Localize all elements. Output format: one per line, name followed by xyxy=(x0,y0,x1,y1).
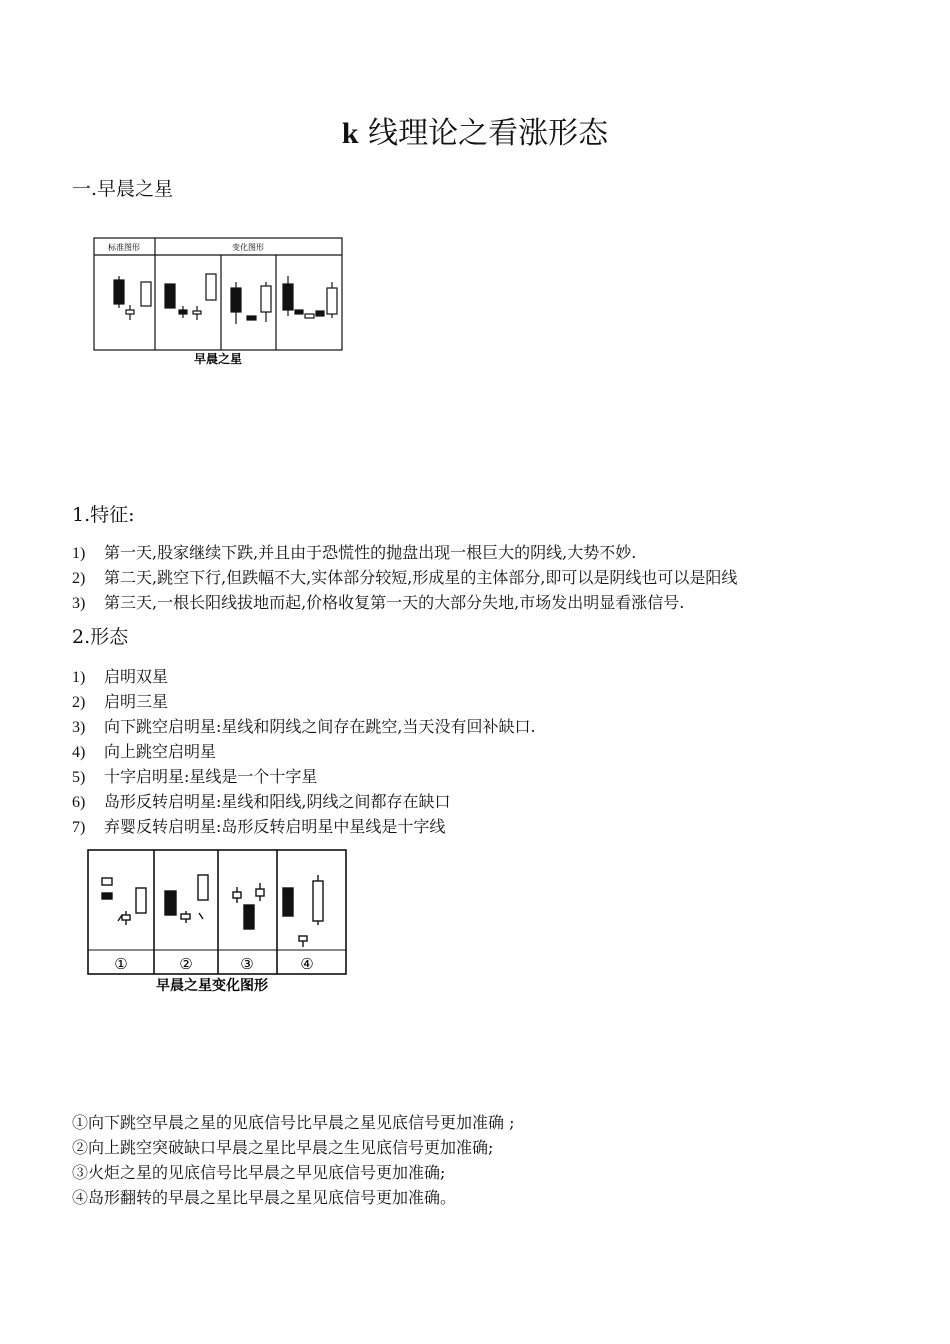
star-candle xyxy=(256,889,264,896)
feature-item-num: 3) xyxy=(72,595,86,612)
title-text: 线理论之看涨形态 xyxy=(368,116,609,151)
form-item-text: 向下跳空启明星:星线和阴线之间存在跳空,当天没有回补缺口. xyxy=(104,717,536,736)
figure2-label: ① xyxy=(114,955,128,973)
title-prefix: k xyxy=(341,117,359,150)
star-candle xyxy=(316,311,324,316)
star-candle xyxy=(233,892,241,898)
form-item xyxy=(72,714,536,737)
feature-item xyxy=(72,590,684,613)
form-item xyxy=(72,789,450,812)
star-candle xyxy=(299,936,307,941)
form-item-text: 岛形反转启明星:星线和阳线,阴线之间都存在缺口 xyxy=(104,792,451,811)
form-item-text: 向上跳空启明星 xyxy=(104,742,217,761)
note-line: ②向上跳空突破缺口早晨之星比早晨之生见底信号更加准确; xyxy=(72,1138,494,1157)
star-candle xyxy=(126,310,134,314)
bearish-candle xyxy=(114,280,124,304)
bullish-candle xyxy=(206,274,216,300)
star-candle xyxy=(247,316,256,320)
forms-heading: 2.形态 xyxy=(72,626,129,648)
feature-item-num: 2) xyxy=(72,570,86,587)
form-item-text: 启明双星 xyxy=(104,667,169,686)
candle-group-panel-2 xyxy=(165,875,208,923)
star-candle xyxy=(193,311,201,314)
star-candle xyxy=(181,914,190,919)
feature-item-text: 第三天,一根长阳线拔地而起,价格收复第一天的大部分失地,市场发出明显看涨信号. xyxy=(104,593,685,612)
bullish-candle xyxy=(141,282,151,306)
section-heading-morning-star: 一.早晨之星 xyxy=(72,178,174,200)
figure-morning-star-variants xyxy=(84,845,354,995)
star-candle xyxy=(179,310,187,314)
bullish-candle xyxy=(136,888,146,913)
form-item xyxy=(72,664,168,687)
candle-group-panel-3 xyxy=(233,883,264,929)
form-item-num: 3) xyxy=(72,719,86,736)
candle-group-variant-3 xyxy=(283,276,337,318)
figure1-header-variants: 变化图形 xyxy=(232,243,264,252)
bullish-candle xyxy=(313,881,323,921)
bearish-candle xyxy=(165,891,176,915)
star-candle xyxy=(305,314,314,318)
figure2-label: ④ xyxy=(300,955,314,973)
gap-arrow xyxy=(199,913,203,919)
candle-group-standard xyxy=(114,276,151,320)
figure1-header-standard: 标准图形 xyxy=(108,243,140,252)
bullish-candle xyxy=(261,286,271,312)
bullish-candle xyxy=(327,288,337,314)
form-item-num: 4) xyxy=(72,744,86,761)
note-line: ③火炬之星的见底信号比早晨之早见底信号更加准确; xyxy=(72,1163,446,1182)
figure2-caption: 早晨之星变化图形 xyxy=(156,978,268,994)
figure1-caption: 早晨之星 xyxy=(193,352,243,366)
bearish-candle xyxy=(165,284,175,308)
form-item-num: 1) xyxy=(72,669,86,686)
form-item-num: 7) xyxy=(72,819,86,836)
feature-item-num: 1) xyxy=(72,545,86,562)
form-item xyxy=(72,764,317,787)
bearish-candle xyxy=(102,893,112,899)
form-item-num: 2) xyxy=(72,694,86,711)
bearish-candle xyxy=(102,878,112,885)
feature-item-text: 第一天,股家继续下跌,并且由于恐慌性的抛盘出现一根巨大的阴线,大势不妙. xyxy=(104,543,637,562)
form-item-text: 十字启明星:星线是一个十字星 xyxy=(104,767,318,786)
note-line: ①向下跳空早晨之星的见底信号比早晨之星见底信号更加准确 ; xyxy=(72,1113,515,1132)
bullish-candle xyxy=(198,875,208,900)
bearish-candle xyxy=(244,905,254,929)
bearish-candle xyxy=(231,288,241,312)
page-title xyxy=(0,108,950,152)
features-heading: 1.特征: xyxy=(72,504,135,526)
candle-group-panel-1 xyxy=(102,878,146,925)
form-item-text: 启明三星 xyxy=(104,692,169,711)
note-line: ④岛形翻转的早晨之星比早晨之星见底信号更加准确。 xyxy=(72,1188,457,1207)
form-item xyxy=(72,814,445,837)
feature-item-text: 第二天,跳空下行,但跌幅不大,实体部分较短,形成星的主体部分,即可以是阴线也可以是阳线 xyxy=(104,568,738,587)
candle-group-panel-4 xyxy=(283,875,323,947)
feature-item xyxy=(72,565,737,588)
bearish-candle xyxy=(283,888,293,916)
form-item-num: 6) xyxy=(72,794,86,811)
star-candle xyxy=(295,310,303,314)
figure2-label: ③ xyxy=(240,955,254,973)
star-candle xyxy=(122,915,130,920)
candle-group-variant-2 xyxy=(231,282,271,324)
figure2-label: ② xyxy=(179,955,193,973)
form-item-num: 5) xyxy=(72,769,86,786)
form-item xyxy=(72,689,168,712)
form-item-text: 弃婴反转启明星:岛形反转启明星中星线是十字线 xyxy=(104,817,446,836)
feature-item xyxy=(72,540,636,563)
candle-group-variant-1 xyxy=(165,274,216,320)
figure-morning-star-patterns xyxy=(90,232,350,372)
form-item xyxy=(72,739,216,762)
bearish-candle xyxy=(283,284,293,310)
